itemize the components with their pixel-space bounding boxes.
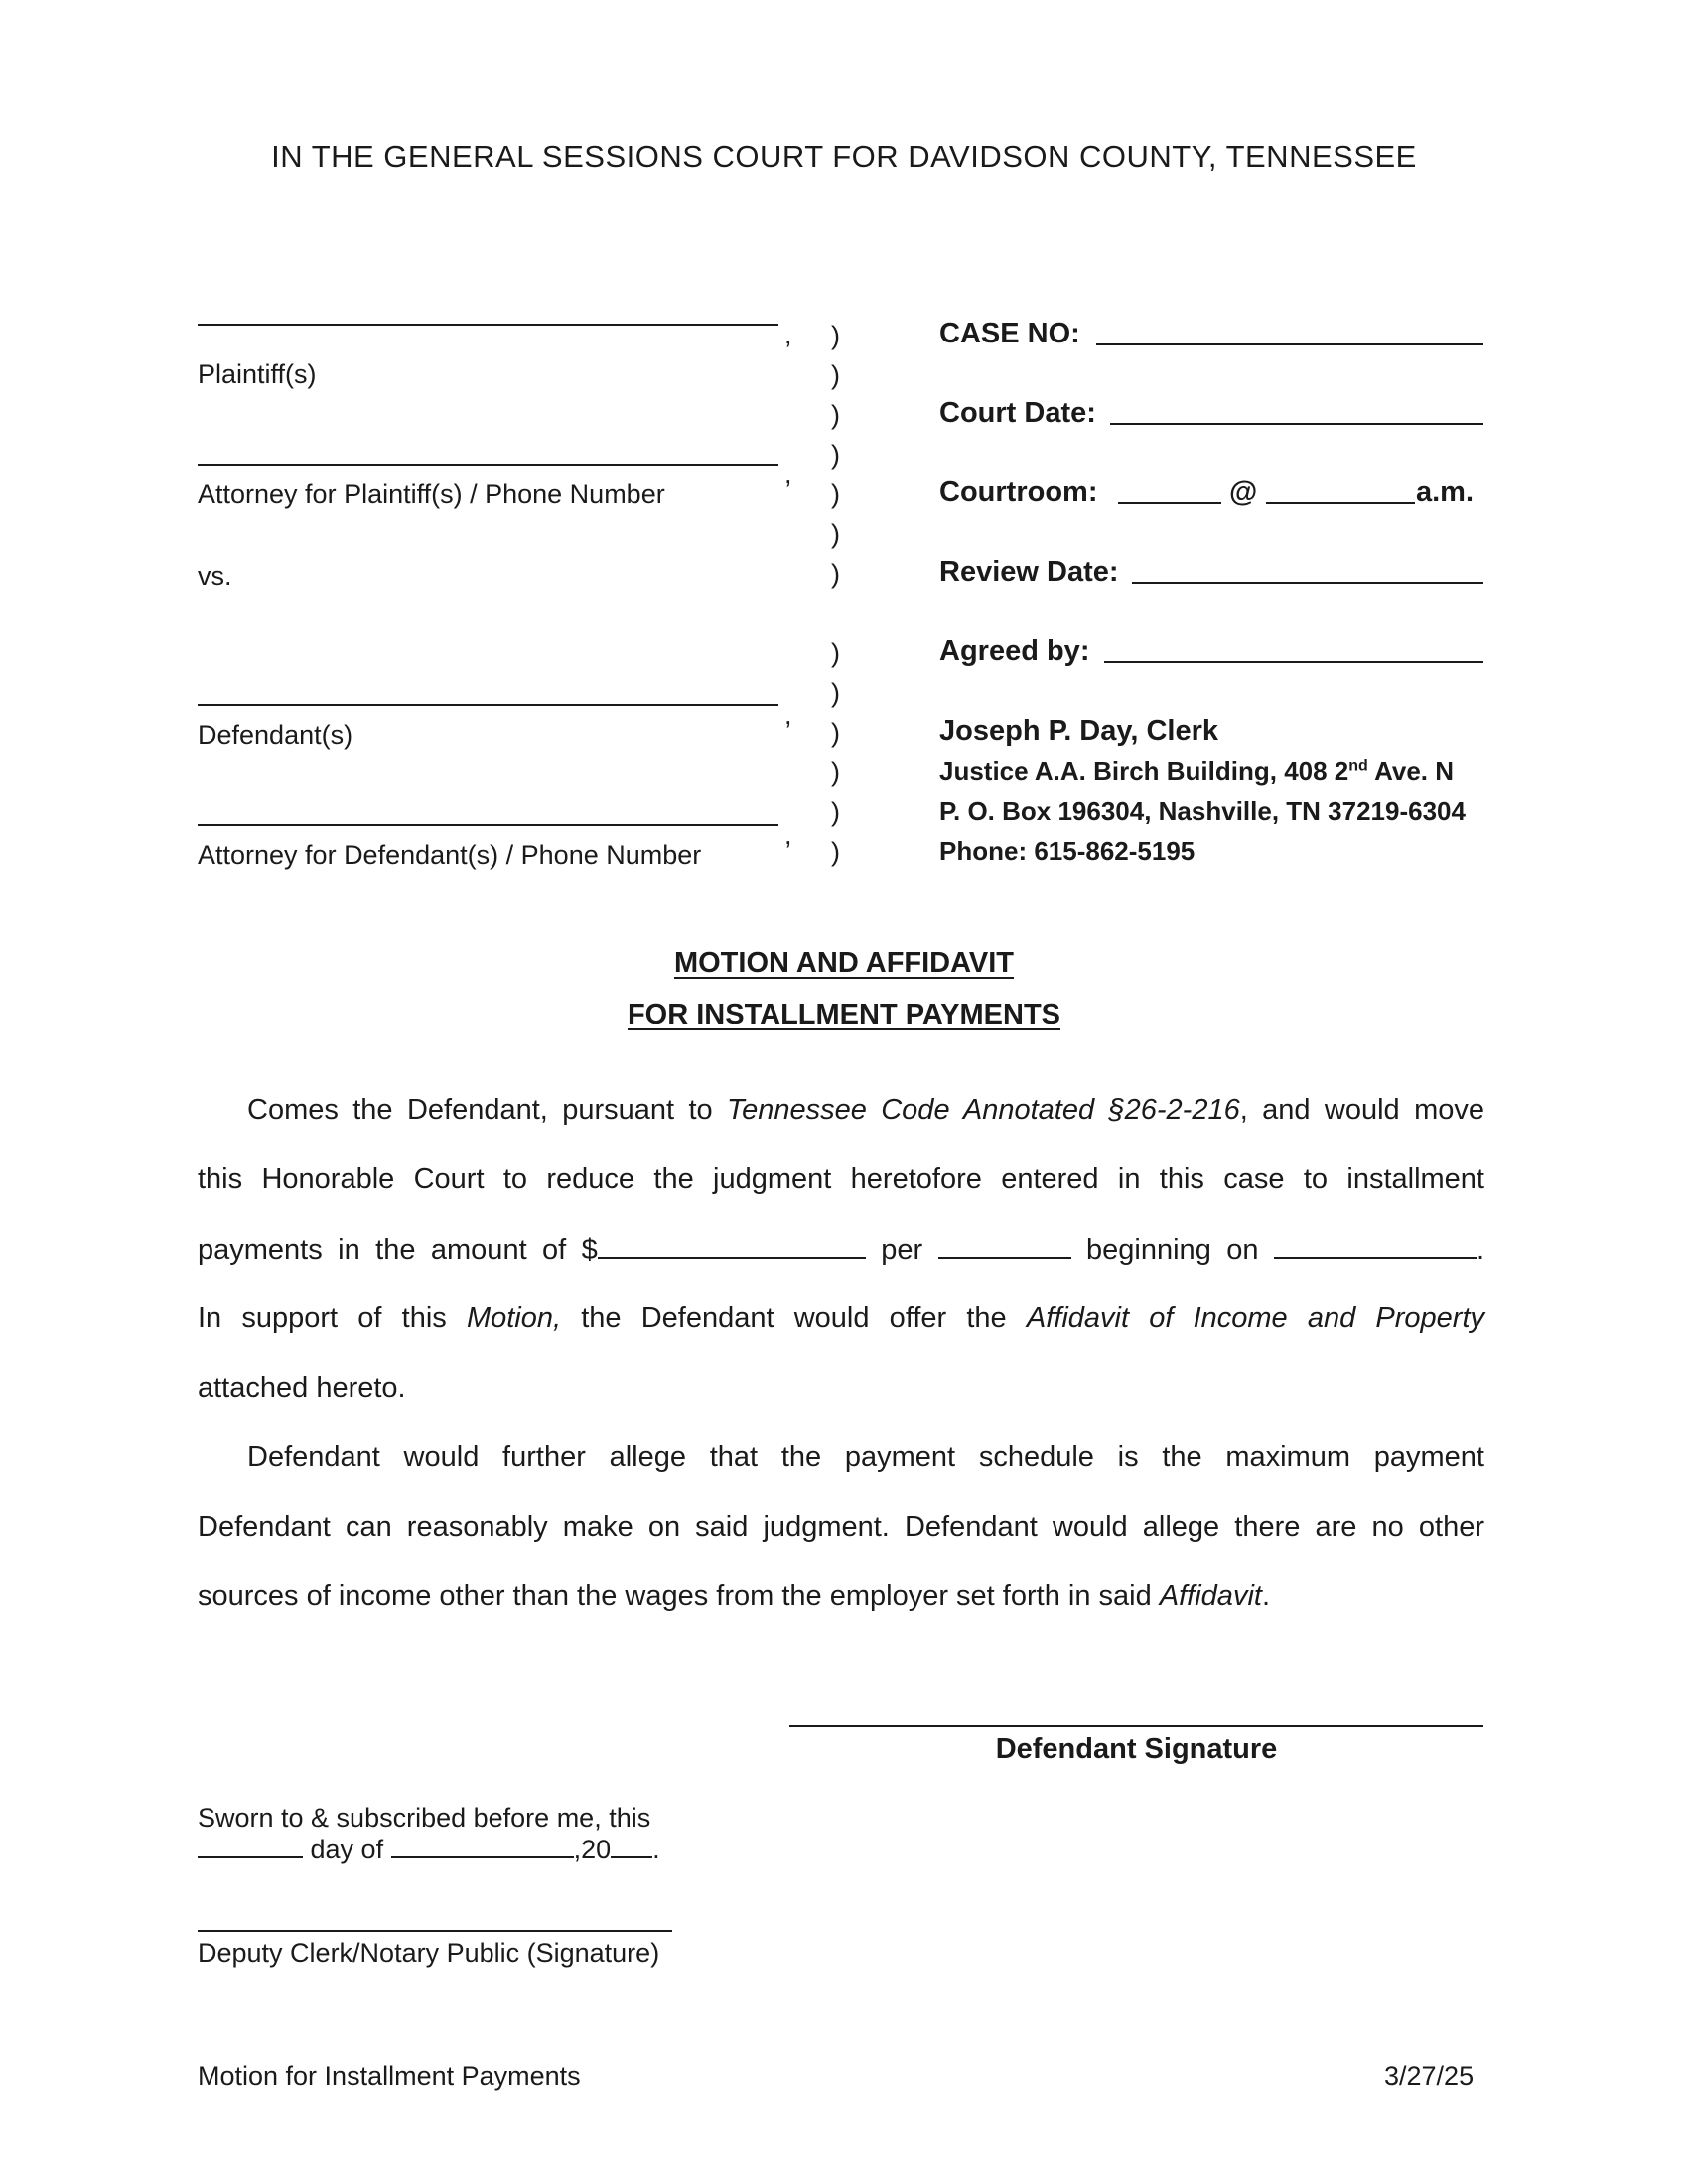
clerk-address-line1: Justice A.A. Birch Building, 408 2nd Ave. N [939,756,1455,786]
plaintiff-attorney-comma: , [784,460,792,489]
review-date-label: Review Date: [939,556,1119,588]
caption-paren: ) [831,400,840,430]
defendant-name-line[interactable] [198,704,778,706]
installment-amount-field[interactable] [598,1233,866,1259]
installment-start-date-field[interactable] [1274,1233,1477,1259]
plaintiff-name-line[interactable] [198,324,778,326]
vs-label: vs. [198,561,232,591]
caption-paren: ) [831,559,840,589]
caption-paren: ) [831,440,840,470]
sworn-month-field[interactable] [391,1835,574,1858]
case-no-label: CASE NO: [939,318,1080,349]
plaintiff-comma: , [784,320,792,349]
footer-form-name: Motion for Installment Payments [198,2061,581,2091]
footer-revision-date: 3/27/25 [1384,2061,1475,2091]
paragraph1-line1: Comes the Defendant, pursuant to Tennessee Code Annotated §26-2-216, and would move [247,1094,1484,1126]
courtroom-label: Courtroom: [939,477,1098,508]
notary-signature-line[interactable] [198,1930,672,1932]
agreed-by-field[interactable] [1104,661,1483,663]
sworn-day-field[interactable] [198,1835,303,1858]
paragraph1-line5: attached hereto. [198,1372,406,1404]
paragraph2-line1: Defendant would further allege that the payment schedule is the maximum payment [247,1441,1484,1473]
document-title-line1: MOTION AND AFFIDAVIT [673,947,1015,979]
am-label: a.m. [1416,477,1475,508]
case-no-field[interactable] [1096,343,1483,345]
plaintiff-attorney-label: Attorney for Plaintiff(s) / Phone Number [198,479,665,509]
agreed-by-label: Agreed by: [939,635,1090,667]
caption-paren: ) [831,638,840,668]
courtroom-time-field[interactable] [1266,502,1415,504]
caption-paren: ) [831,479,840,509]
document-title-line2: FOR INSTALLMENT PAYMENTS [627,999,1061,1030]
plaintiff-attorney-line[interactable] [198,464,778,466]
caption-paren: ) [831,360,840,390]
defendant-attorney-comma: , [784,820,792,850]
sworn-date-line: day of ,20 . [198,1835,660,1865]
paragraph2-line3: sources of income other than the wages from the employer set forth in said Affidavit. [198,1580,1271,1612]
court-date-label: Court Date: [939,397,1096,429]
sworn-statement: Sworn to & subscribed before me, this [198,1803,651,1833]
courtroom-field[interactable] [1118,502,1221,504]
review-date-field[interactable] [1132,582,1483,584]
defendant-label: Defendant(s) [198,720,353,750]
defendant-attorney-label: Attorney for Defendant(s) / Phone Number [198,840,702,870]
caption-paren: ) [831,321,840,350]
court-date-field[interactable] [1110,423,1483,425]
court-header: IN THE GENERAL SESSIONS COURT FOR DAVIDSON COUNTY, TENNESSEE [271,139,1417,174]
caption-paren: ) [831,718,840,748]
paragraph1-line2: this Honorable Court to reduce the judgment heretofore entered in this case to installment [198,1163,1484,1195]
plaintiff-label: Plaintiff(s) [198,359,317,389]
sworn-year-field[interactable] [611,1835,652,1858]
paragraph2-line2: Defendant can reasonably make on said judgment. Defendant would allege there are no other [198,1511,1484,1543]
defendant-attorney-line[interactable] [198,824,778,826]
at-symbol: @ [1229,477,1258,508]
installment-period-field[interactable] [938,1233,1071,1259]
caption-paren: ) [831,757,840,787]
clerk-address-line2: P. O. Box 196304, Nashville, TN 37219-6304 [939,796,1466,826]
defendant-signature-line[interactable] [789,1725,1483,1727]
caption-paren: ) [831,797,840,827]
clerk-name: Joseph P. Day, Clerk [939,715,1219,747]
notary-signature-label: Deputy Clerk/Notary Public (Signature) [198,1938,660,1968]
clerk-phone: Phone: 615-862-5195 [939,836,1196,866]
paragraph1-line4: In support of this Motion, the Defendant would offer the Affidavit of Income and Property [198,1302,1485,1334]
caption-paren: ) [831,678,840,708]
defendant-signature-label: Defendant Signature [995,1733,1278,1765]
caption-paren: ) [831,519,840,549]
caption-paren: ) [831,837,840,867]
defendant-comma: , [784,700,792,730]
paragraph1-line3: payments in the amount of $ per beginning on . [198,1234,1485,1266]
